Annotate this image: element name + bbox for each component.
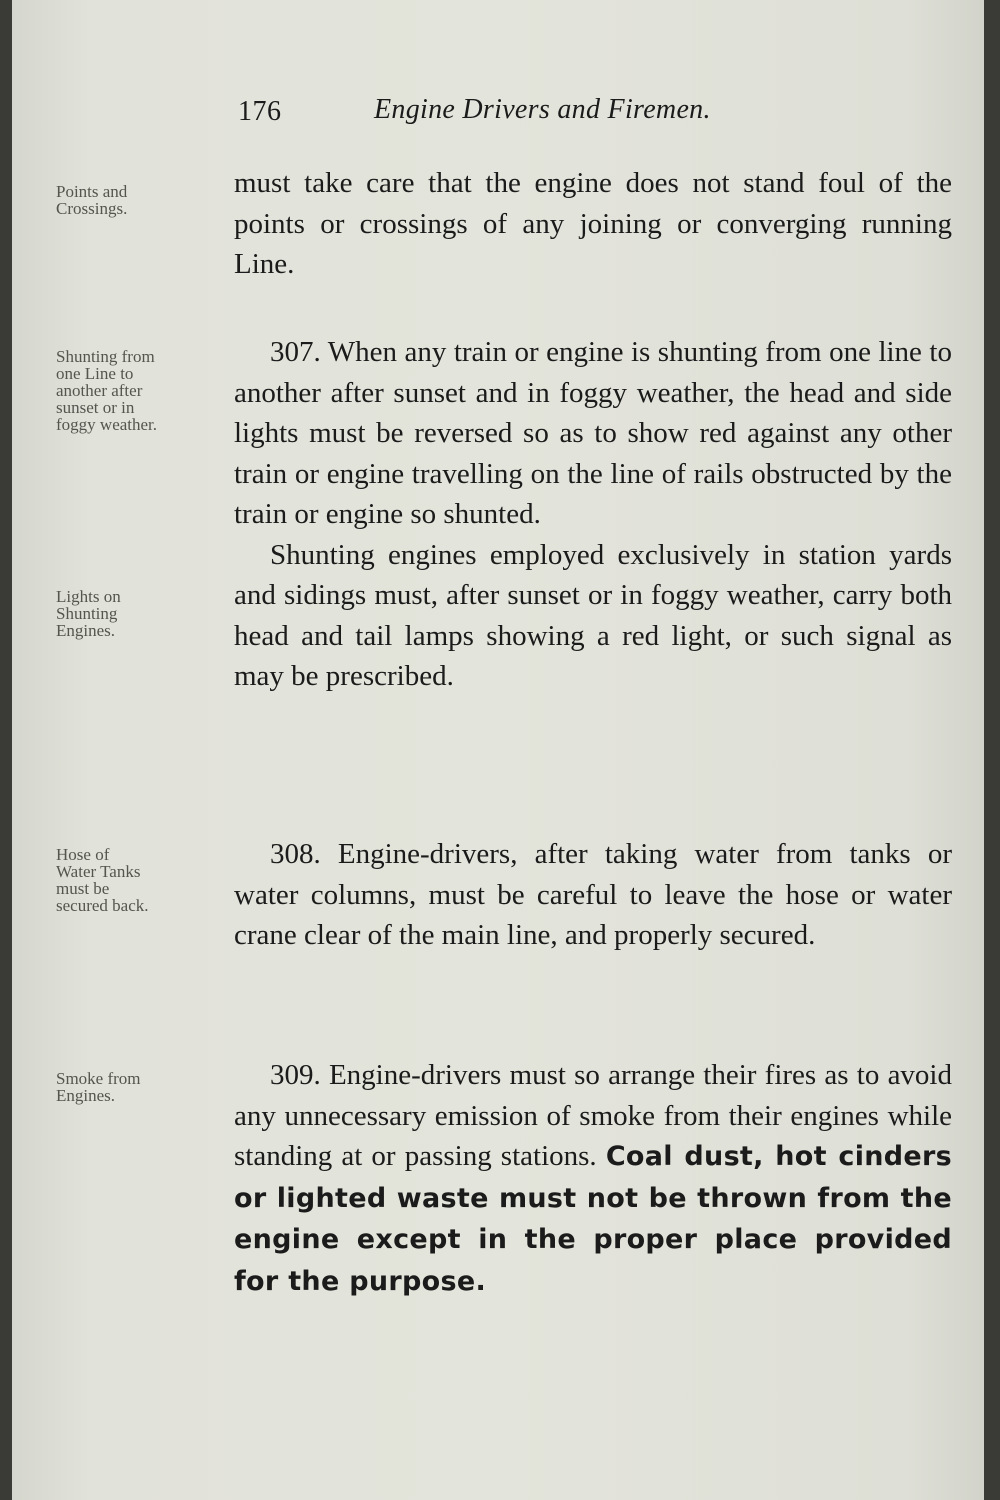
continuation-paragraph (234, 163, 952, 285)
running-title: Engine Drivers and Firemen. (374, 94, 711, 125)
rule-309-bold-text: Coal dust, hot cinders or lighted waste must not be thrown from the engine except in the proper place provided for the purpose. (234, 1141, 953, 1297)
rule-309-text: 309. Engine-drivers must so arrange their fires as to avoid any unnecessary emission of smoke from their engines while standing at or passing stations. (234, 1059, 952, 1172)
margin-note-line: another after (56, 381, 143, 400)
margin-note-line: Shunting from (56, 347, 155, 366)
margin-note-shunting (56, 348, 232, 433)
paragraph-text: 308. Engine-drivers, after taking water from tanks or water columns, must be careful to leave the hose or water crane clear of the main line, and properly secured. (234, 838, 952, 951)
paragraph-text: must take care that the engine does not stand foul of the points or crossings of any joining or converging running Line. (234, 167, 952, 280)
margin-note-line: sunset or in (56, 398, 135, 417)
margin-note-line: Engines. (56, 1086, 116, 1105)
margin-note-line: one Line to (56, 364, 134, 383)
margin-note-line: secured back. (56, 896, 149, 915)
paragraph-text: 307. When any train or engine is shunting from one line to another after sunset and in foggy weather, the head and side lights must be reversed so as to show red against any other train or engine travelling on the line of rails obstructed by the train or engine so shunted. (234, 336, 952, 530)
rule-308 (234, 834, 952, 956)
paragraph-text (234, 1055, 952, 1302)
margin-note-line: Hose of (56, 845, 110, 864)
paragraph-text: Shunting engines employed exclusively in station yards and sidings must, after sunset or in foggy weather, carry both head and tail lamps showing a red light, or such signal as may be prescribed. (234, 538, 952, 692)
margin-note-lights (56, 588, 232, 639)
margin-note-line: Points and (56, 182, 128, 201)
margin-note-points-crossings (56, 183, 232, 217)
book-page (12, 0, 984, 1500)
rule-307 (234, 332, 952, 697)
margin-note-line: must be (56, 879, 110, 898)
margin-note-line: foggy weather. (56, 415, 158, 434)
margin-note-line: Engines. (56, 621, 116, 640)
margin-note-hose (56, 846, 232, 914)
margin-note-line: Smoke from (56, 1069, 141, 1088)
margin-note-line: Crossings. (56, 199, 128, 218)
page-number: 176 (238, 96, 282, 127)
margin-note-line: Water Tanks (56, 862, 141, 881)
margin-note-line: Shunting (56, 604, 118, 623)
margin-note-smoke (56, 1070, 232, 1104)
margin-note-line: Lights on (56, 587, 121, 606)
rule-309 (234, 1055, 952, 1302)
